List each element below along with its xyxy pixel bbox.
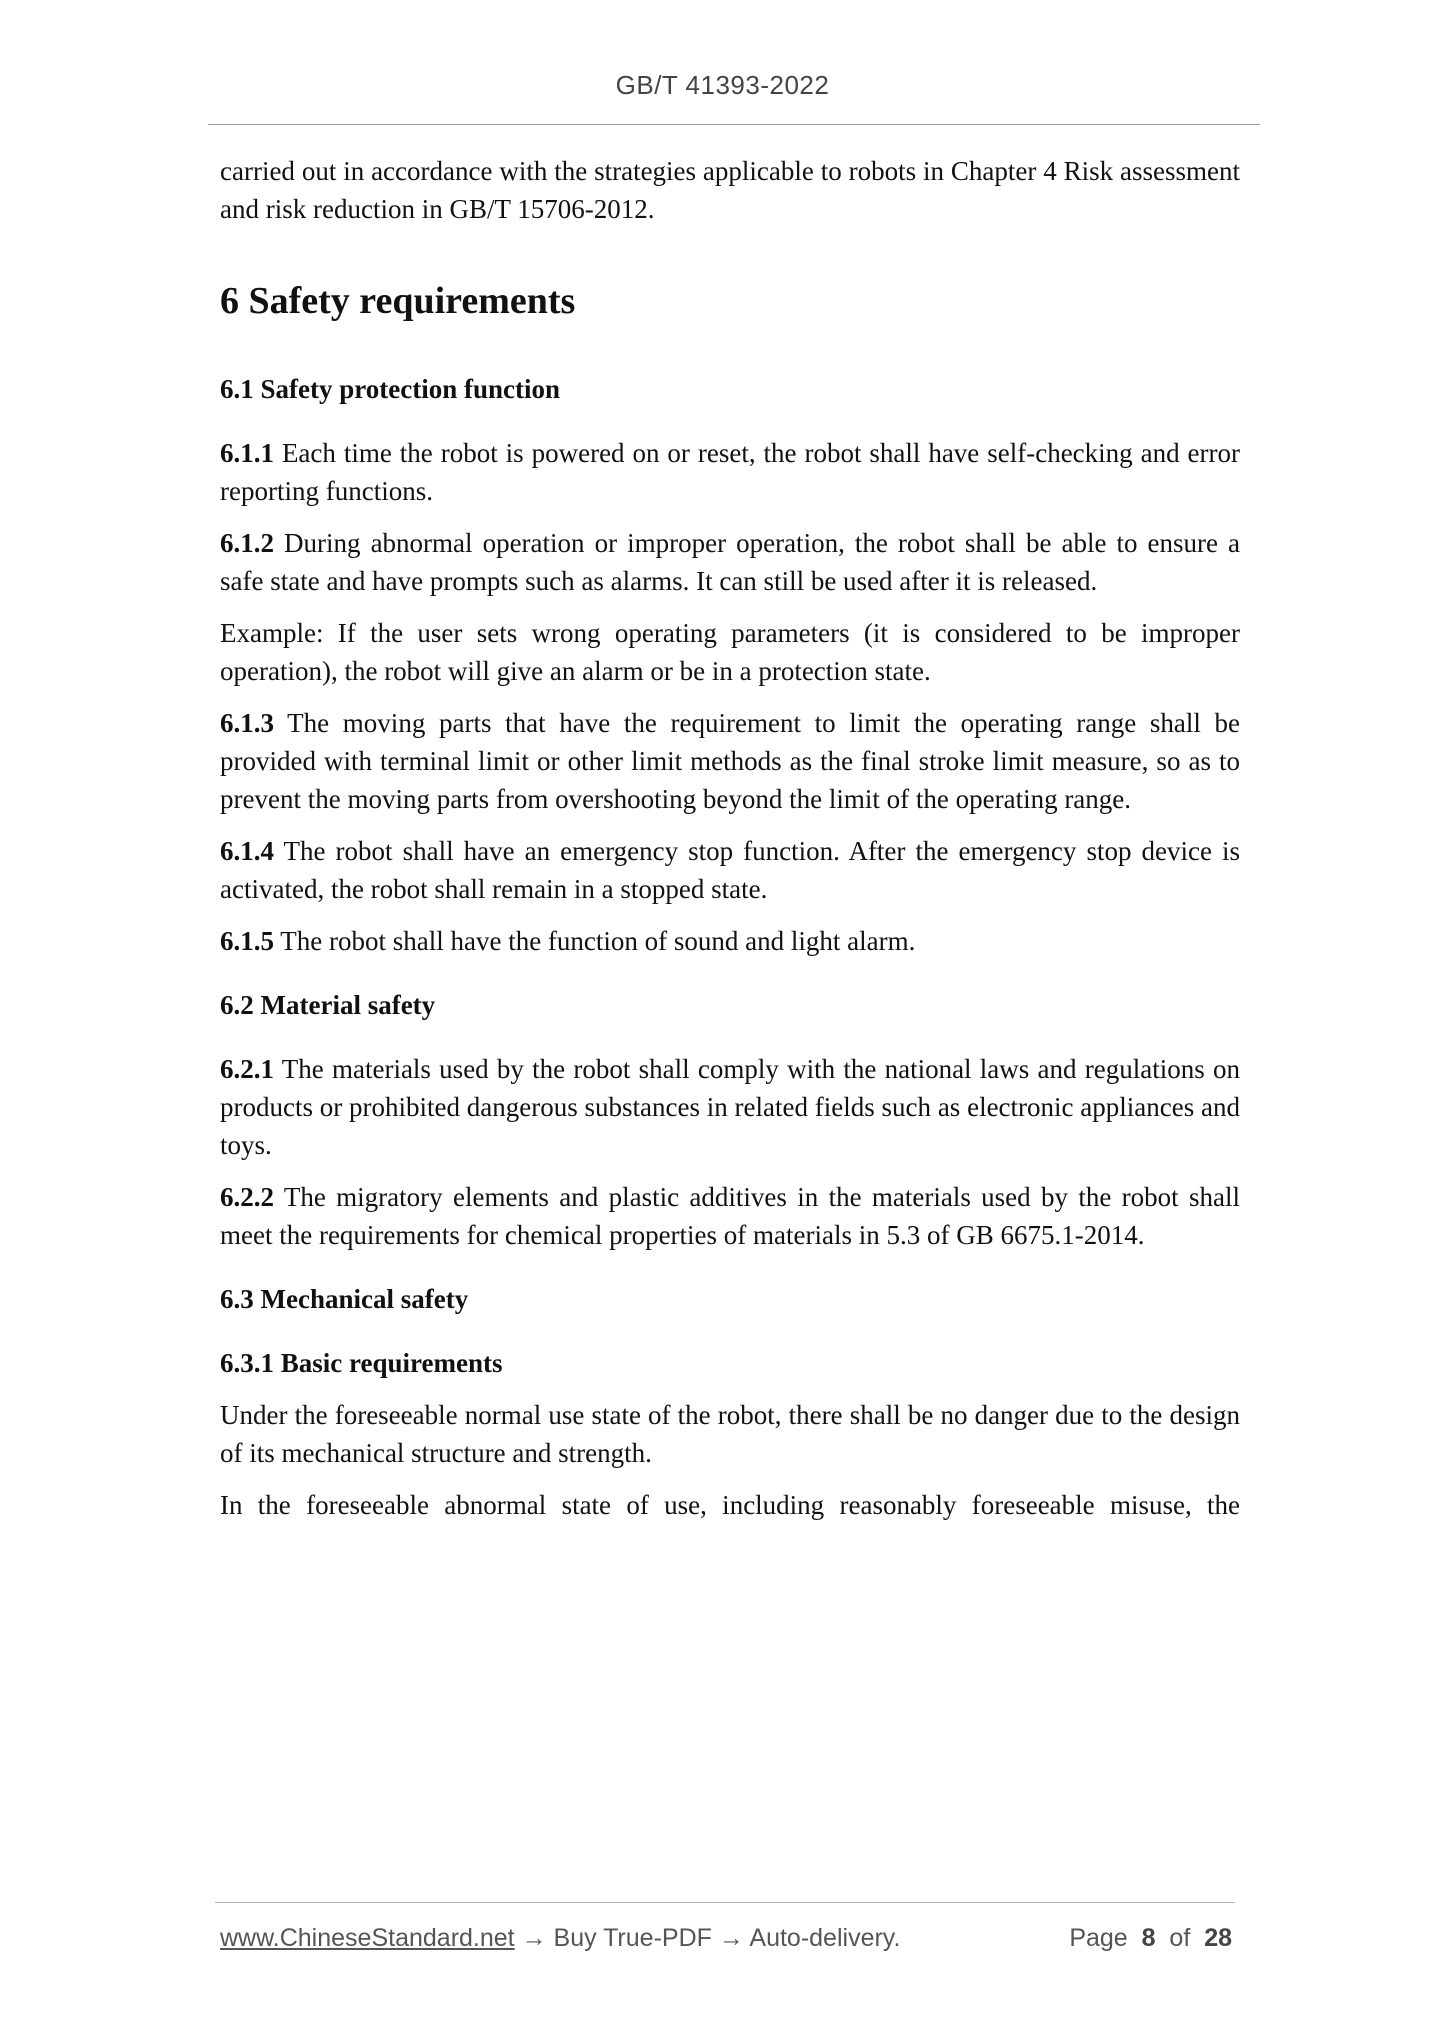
clause-number: 6.1.3	[220, 708, 274, 738]
footer-promo	[220, 1924, 900, 1953]
clause-text: During abnormal operation or improper operation, the robot shall be able to ensure a safe state and have prompts such as alarms. It can still be used after it is released.	[220, 528, 1240, 596]
paragraph-6-3-1-b: In the foreseeable abnormal state of use, including reasonably foreseeable misuse, the	[220, 1490, 1240, 1520]
clause-number: 6.2.2	[220, 1182, 274, 1212]
clause-text: The moving parts that have the requirement to limit the operating range shall be provided with terminal limit or other limit methods as the final stroke limit measure, so as to prevent the moving parts from overshooting beyond the limit of the operating range.	[220, 708, 1240, 814]
section-6-3-heading: 6.3 Mechanical safety	[220, 1284, 469, 1314]
clause-6-1-4	[220, 832, 1240, 908]
clause-6-1-5	[220, 922, 1240, 960]
page-footer	[220, 1924, 1232, 1958]
paragraph-6-3-1-a: Under the foreseeable normal use state of the robot, there shall be no danger due to the design of its mechanical structure and strength.	[220, 1400, 1240, 1468]
section-6-1-heading: 6.1 Safety protection function	[220, 374, 560, 404]
clause-6-2-2	[220, 1178, 1240, 1254]
section-6-3-1-heading: 6.3.1 Basic requirements	[220, 1348, 503, 1378]
clause-text: The robot shall have the function of sound and light alarm.	[274, 926, 916, 956]
page-label: Page	[1069, 1924, 1128, 1952]
clause-6-1-1	[220, 434, 1240, 510]
example-paragraph: Example: If the user sets wrong operating parameters (it is considered to be improper operation), the robot will give an alarm or be in a protection state.	[220, 618, 1240, 686]
section-6-heading: 6 Safety requirements	[220, 280, 576, 322]
header-divider	[208, 124, 1260, 125]
website-link[interactable]: www.ChineseStandard.net	[220, 1924, 515, 1952]
clause-number: 6.1.2	[220, 528, 274, 558]
page-total: 28	[1204, 1924, 1232, 1952]
page-of-label: of	[1169, 1924, 1191, 1952]
clause-text: The robot shall have an emergency stop function. After the emergency stop device is activated, the robot shall remain in a stopped state.	[220, 836, 1240, 904]
clause-number: 6.1.4	[220, 836, 274, 866]
page-number	[1069, 1924, 1232, 1953]
intro-paragraph: carried out in accordance with the strategies applicable to robots in Chapter 4 Risk assessment and risk reduction in GB/T 15706-2012.	[220, 156, 1240, 224]
footer-divider	[215, 1902, 1235, 1903]
clause-number: 6.1.5	[220, 926, 274, 956]
clause-number: 6.1.1	[220, 438, 274, 468]
clause-6-2-1	[220, 1050, 1240, 1164]
clause-text: The materials used by the robot shall comply with the national laws and regulations on products or prohibited dangerous substances in related fields such as electronic appliances and toys.	[220, 1054, 1240, 1160]
section-6-2-heading: 6.2 Material safety	[220, 990, 436, 1020]
clause-text: The migratory elements and plastic additives in the materials used by the robot shall meet the requirements for chemical properties of materials in 5.3 of GB 6675.1-2014.	[220, 1182, 1240, 1250]
page-current: 8	[1141, 1924, 1156, 1952]
clause-6-1-2	[220, 524, 1240, 600]
clause-number: 6.2.1	[220, 1054, 274, 1084]
document-body	[220, 152, 1240, 1524]
clause-6-1-3	[220, 704, 1240, 818]
footer-promo-text: → Buy True-PDF → Auto-delivery.	[514, 1924, 901, 1952]
running-header: GB/T 41393-2022	[615, 70, 830, 100]
clause-text: Each time the robot is powered on or reset, the robot shall have self-checking and error reporting functions.	[220, 438, 1240, 506]
